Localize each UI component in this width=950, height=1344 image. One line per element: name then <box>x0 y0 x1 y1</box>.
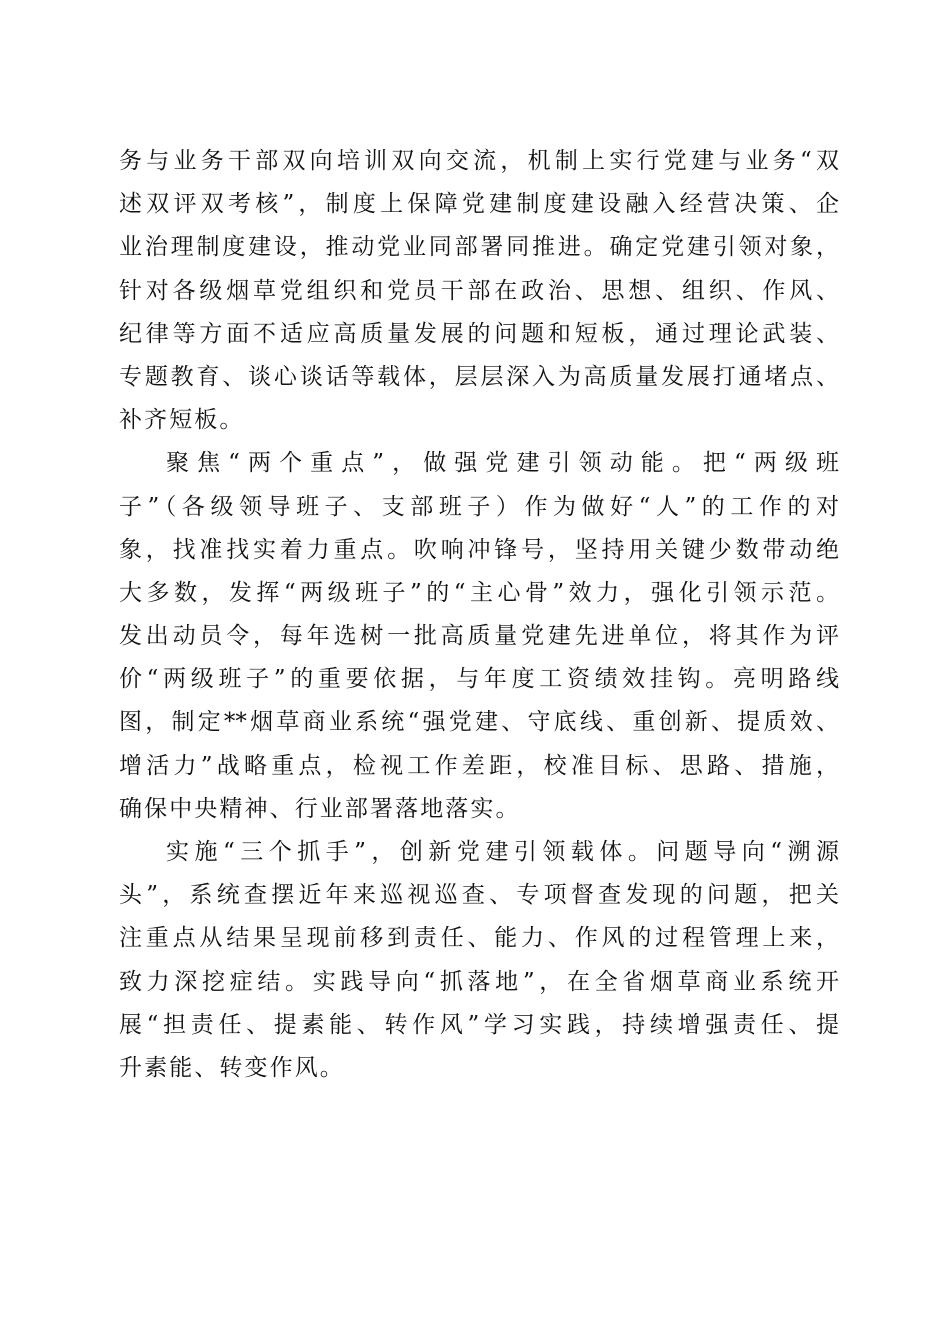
text-line: 价“两级班子”的重要依据，与年度工资绩效挂钩。亮明路线 <box>119 666 839 693</box>
text-line: 头”，系统查摆近年来巡视巡查、专项督查发现的问题，把关 <box>119 882 839 909</box>
text-line: 象，找准找实着力重点。吹响冲锋号，坚持用关键少数带动绝 <box>119 536 839 563</box>
text-line: 发出动员令，每年选树一批高质量党建先进单位，将其作为评 <box>119 623 839 650</box>
text-line: 务与业务干部双向培训双向交流，机制上实行党建与业务“双 <box>119 148 839 174</box>
text-line: 业治理制度建设，推动党业同部署同推进。确定党建引领对象， <box>119 234 839 261</box>
text-line: 大多数，发挥“两级班子”的“主心骨”效力，强化引领示范。 <box>119 579 839 606</box>
text-line: 纪律等方面不适应高质量发展的问题和短板，通过理论武装、 <box>119 320 839 347</box>
document-body <box>119 140 839 1090</box>
text-line: 针对各级烟草党组织和党员干部在政治、思想、组织、作风、 <box>119 277 839 304</box>
text-line: 述双评双考核”，制度上保障党建制度建设融入经营决策、企 <box>119 191 839 218</box>
text-line: 注重点从结果呈现前移到责任、能力、作风的过程管理上来， <box>119 925 839 952</box>
text-line: 子”（各级领导班子、支部班子）作为做好“人”的工作的对 <box>119 493 839 520</box>
paragraph-2 <box>119 442 839 831</box>
text-line: 升素能、转变作风。 <box>119 1054 345 1081</box>
text-line: 补齐短板。 <box>119 407 245 434</box>
paragraph-1 <box>119 140 839 442</box>
text-line: 聚焦“两个重点”，做强党建引领动能。把“两级班 <box>166 450 839 477</box>
text-line: 致力深挖症结。实践导向“抓落地”，在全省烟草商业系统开 <box>119 968 839 995</box>
text-line: 专题教育、谈心谈话等载体，层层深入为高质量发展打通堵点、 <box>119 363 839 390</box>
text-line: 增活力”战略重点，检视工作差距，校准目标、思路、措施， <box>119 752 839 779</box>
text-line: 确保中央精神、行业部署落地落实。 <box>119 795 521 822</box>
text-line: 实施“三个抓手”，创新党建引领载体。问题导向“溯源 <box>166 839 839 865</box>
text-line: 图，制定**烟草商业系统“强党建、守底线、重创新、提质效、 <box>119 709 839 736</box>
text-line: 展“担责任、提素能、转作风”学习实践，持续增强责任、提 <box>119 1011 839 1038</box>
paragraph-3 <box>119 831 839 1090</box>
